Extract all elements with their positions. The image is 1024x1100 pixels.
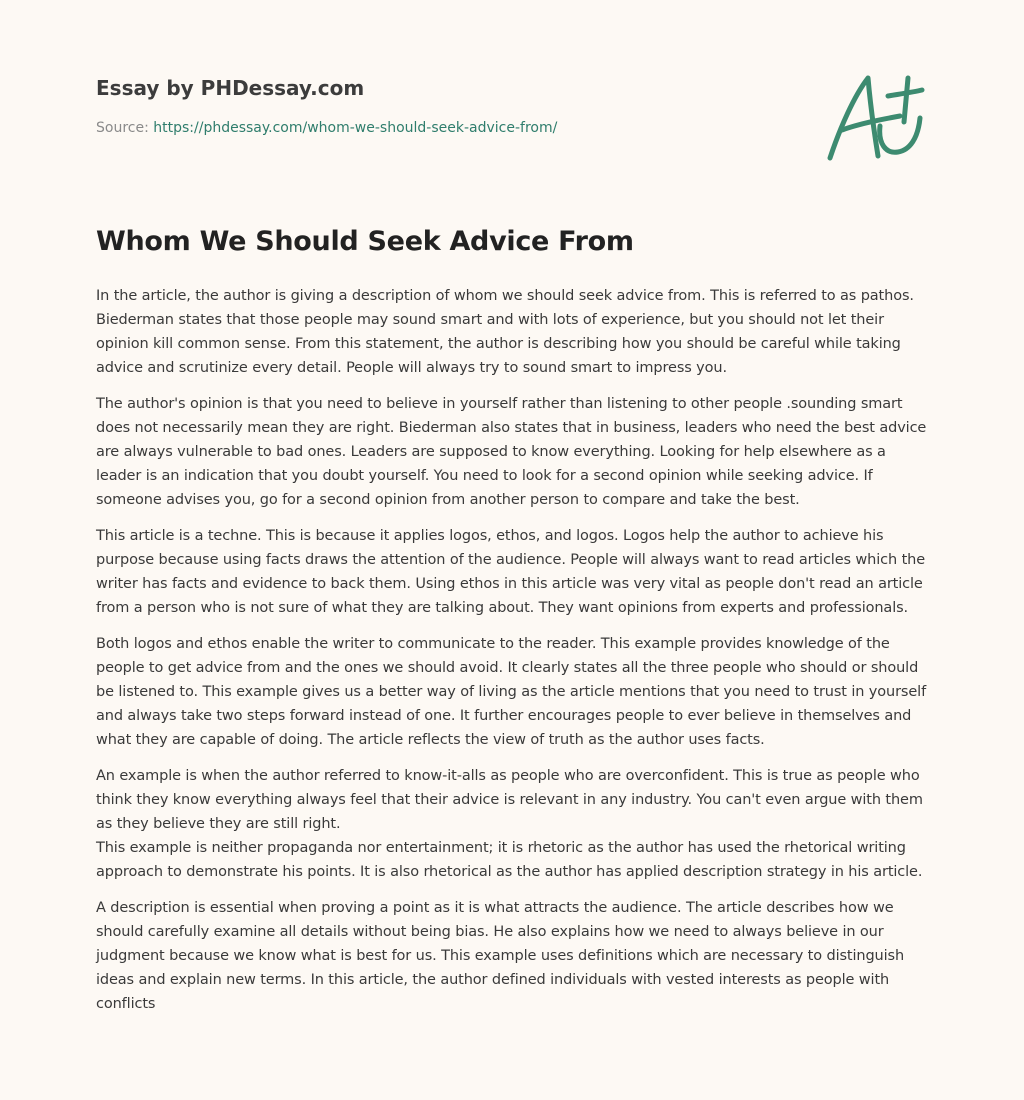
source-line [96, 120, 557, 136]
source-label: Source: [96, 120, 154, 136]
essay-paragraph: This article is a techne. This is because it applies logos, ethos, and logos. Logos help the author to achieve his purpose because using facts draws the attention of the audience. People will always want to read articles which the writer has facts and evidence to back them. Using ethos in this article was very vital as people don't read an article from a person who is not sure of what they are talking about. They want opinions from experts and professionals. [96, 528, 925, 616]
essay-paragraph: The author's opinion is that you need to believe in yourself rather than listening to other people .sounding smart does not necessarily mean they are right. Biederman also states that in business, leaders who need the best advice are always vulnerable to bad ones. Leaders are supposed to know everything. Looking for help elsewhere as a leader is an indication that you doubt yourself. You need to look for a second opinion while seeking advice. If someone advises you, go for a second opinion from another person to compare and take the best. [96, 396, 927, 508]
site-title: Essay by PHDessay.com [96, 76, 365, 100]
essay-paragraph: A description is essential when proving a point as it is what attracts the audience. The article describes how we should carefully examine all details without being bias. He also explains how we need to always believe in our judgment because we know what is best for us. This example uses definitions which are necessary to distinguish ideas and explain new terms. In this article, the author defined individuals with vested interests as people with conflicts [96, 900, 905, 1012]
essay-paragraph: An example is when the author referred to know-it-alls as people who are overconfident. This is true as people who think they know everything always feel that their advice is relevant in any industry. You can't even argue with them as they believe they are still right. This example is neither propaganda nor entertainment; it is rhetoric as the author has used the rhetorical writing approach to demonstrate his points. It is also rhetorical as the author has applied description strategy in his article. [96, 768, 923, 880]
page-header [96, 76, 557, 136]
source-link[interactable]: https://phdessay.com/whom-we-should-seek-advice-from/ [153, 120, 558, 136]
a-plus-logo-icon [822, 66, 926, 166]
essay-paragraph: Both logos and ethos enable the writer to communicate to the reader. This example provides knowledge of the people to get advice from and the ones we should avoid. It clearly states all the three people who should or should be listened to. This example gives us a better way of living as the article mentions that you need to trust in yourself and always take two steps forward instead of one. It further encourages people to ever believe in themselves and what they are capable of doing. The article reflects the view of truth as the author uses facts. [96, 636, 927, 748]
essay-title: Whom We Should Seek Advice From [96, 226, 634, 257]
essay-paragraph: In the article, the author is giving a description of whom we should seek advice from. This is referred to as pathos. Biederman states that those people may sound smart and with lots of experience, but you should not let their opinion kill common sense. From this statement, the author is describing how you should be careful while taking advice and scrutinize every detail. People will always try to sound smart to impress you. [96, 288, 914, 376]
essay-body [96, 284, 928, 1028]
